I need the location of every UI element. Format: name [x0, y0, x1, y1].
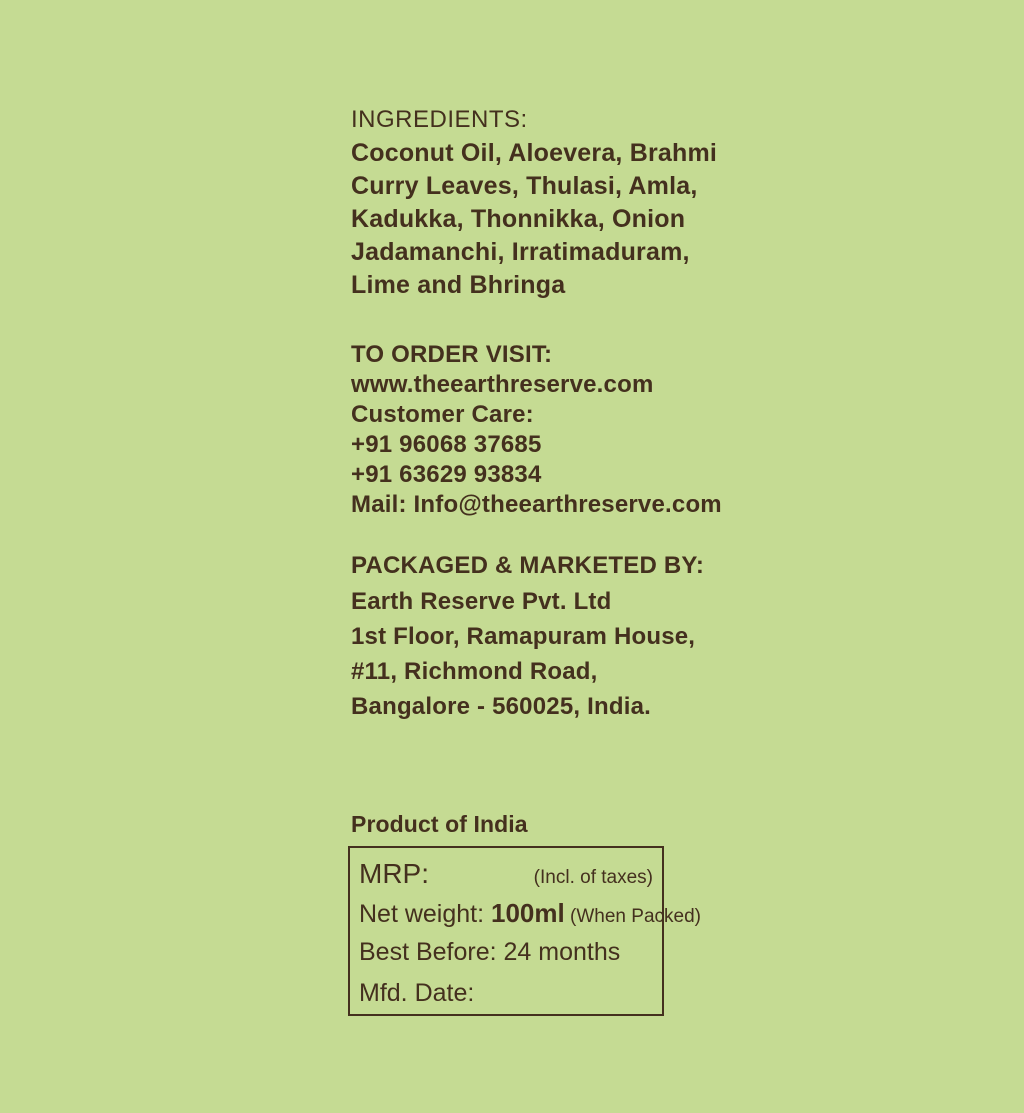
ingredients-heading: INGREDIENTS:: [351, 106, 528, 133]
ingredients-line: Lime and Bhringa: [351, 271, 566, 299]
net-weight-row: [359, 896, 701, 935]
origin-section: [351, 811, 528, 838]
packaging-heading: PACKAGED & MARKETED BY:: [351, 552, 705, 579]
customer-care-label: Customer Care:: [351, 401, 534, 428]
packaging-line: Bangalore - 560025, India.: [351, 693, 651, 720]
ingredients-line: Kadukka, Thonnikka, Onion: [351, 205, 686, 233]
net-weight-value: 100ml: [491, 898, 565, 928]
net-weight-note: (When Packed): [564, 906, 701, 927]
info-box: [348, 846, 701, 1016]
packaging-line: #11, Richmond Road,: [351, 658, 598, 685]
phone-number: +91 63629 93834: [351, 461, 542, 488]
ingredients-section: [351, 102, 717, 302]
website-text: www.theearthreserve.com: [351, 371, 654, 398]
packaging-line: 1st Floor, Ramapuram House,: [351, 623, 696, 650]
best-before-text: Best Before: 24 months: [359, 938, 621, 966]
mfd-date-row: [359, 976, 653, 1014]
mrp-label: MRP:: [359, 858, 429, 889]
origin-text: Product of India: [351, 811, 528, 837]
phone-number: +91 96068 37685: [351, 431, 542, 458]
best-before-row: [359, 935, 653, 973]
mfd-date-label: Mfd. Date:: [359, 979, 475, 1007]
packaging-section: [351, 547, 704, 724]
mrp-row: [359, 855, 653, 896]
ingredients-line: Curry Leaves, Thulasi, Amla,: [351, 172, 698, 200]
order-section: [351, 340, 722, 520]
packaging-line: Earth Reserve Pvt. Ltd: [351, 588, 612, 615]
ingredients-line: Jadamanchi, Irratimaduram,: [351, 238, 690, 266]
ingredients-line: Coconut Oil, Aloevera, Brahmi: [351, 139, 718, 167]
mail-text: Mail: Info@theearthreserve.com: [351, 491, 722, 518]
mrp-taxes-note: (Incl. of taxes): [533, 867, 653, 888]
net-weight-label: Net weight:: [359, 900, 492, 928]
order-heading: TO ORDER VISIT:: [351, 341, 553, 368]
